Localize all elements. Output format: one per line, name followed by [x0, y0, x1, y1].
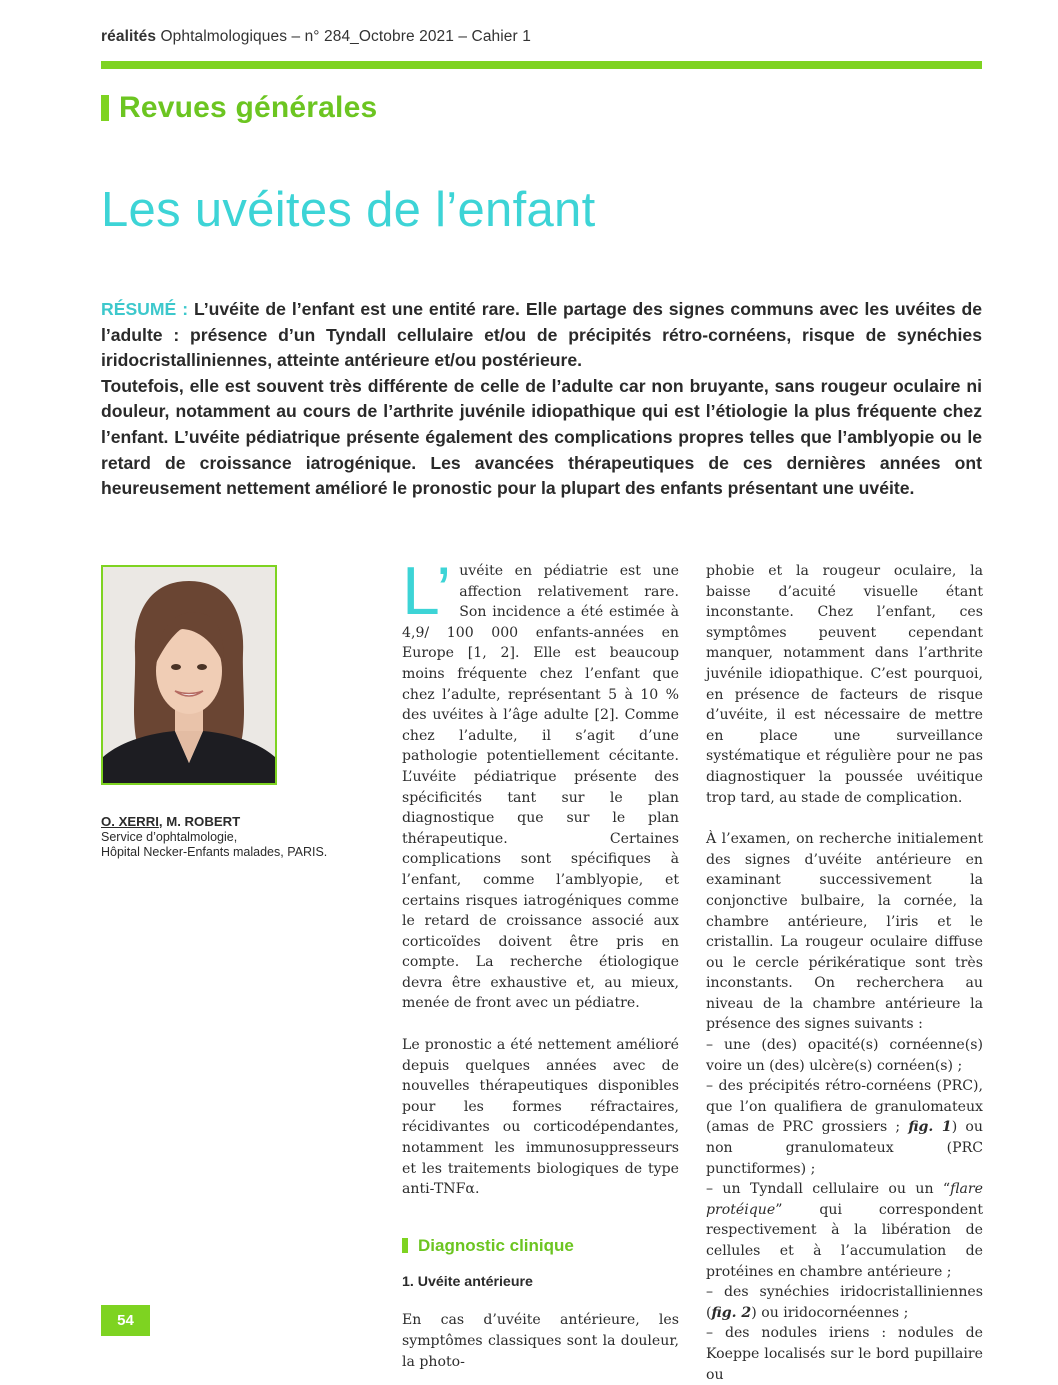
- subsection-heading: Diagnostic clinique: [402, 1234, 679, 1258]
- article-title: Les uvéites de l’enfant: [101, 183, 596, 237]
- header-rule: [101, 61, 982, 69]
- body-column-2: [706, 561, 983, 1385]
- journal-name: réalités: [101, 28, 157, 45]
- subsection-marker: [402, 1238, 408, 1253]
- page-number: 54: [101, 1305, 150, 1336]
- subsubsection-heading: 1. Uvéite antérieure: [402, 1273, 533, 1290]
- sign-item-3: – un Tyndall cellulaire ou un “flare protéique” qui correspondent respectivement à la libération de cellules et à l’accumulation de protéines en chambre antérieure ;: [706, 1181, 983, 1280]
- running-header: [101, 28, 531, 46]
- sign-item-4: – des synéchies iridocristalliniennes (fig. 2) ou iridocornéennes ;: [706, 1284, 983, 1321]
- abstract-para-2: Toutefois, elle est souvent très différente de celle de l’adulte car non bruyante, sans rougeur oculaire ni douleur, notamment au cours de l’arthrite juvénile idiopathique qui est l’étiologie la plus fréquente chez l’enfant. L’uvéite pédiatrique présente également des complications propres telles que l’amblyopie ou le retard de croissance iatrogénique. Les avancées thérapeutiques de ces dernières années ont heureusement nettement amélioré le pronostic pour la plupart des enfants présentant une uvéite.: [101, 375, 982, 499]
- affiliation-line-1: Service d’ophtalmologie,: [101, 829, 238, 844]
- sign-item-2: – des précipités rétro-cornéens (PRC), que l’on qualifiera de granulomateux (amas de PRC grossiers ; fig. 1) ou non granulomateux (PRC punctiformes) ;: [706, 1078, 983, 1177]
- drop-cap: L’: [402, 553, 452, 629]
- section-marker: [101, 95, 109, 121]
- figure-ref-1: fig. 1: [908, 1119, 952, 1136]
- figure-ref-2: fig. 2: [711, 1304, 752, 1321]
- sign-item-1: – une (des) opacité(s) cornéenne(s) voire un (des) ulcère(s) cornéen(s) ;: [706, 1037, 983, 1074]
- anterior-paragraph: En cas d’uvéite antérieure, les symptômes classiques sont la douleur, la photo-: [402, 1312, 679, 1370]
- abstract-para-1: RÉSUMÉ : L’uvéite de l’enfant est une entité rare. Elle partage des signes communs avec les uvéites de l’adulte : présence d’un Tyndall cellulaire et/ou de précipités rétro-cornéens, risque de synéchies iridocristalliniennes, atteinte antérieure et/ou postérieure.: [101, 299, 982, 371]
- section-label: Revues générales: [119, 91, 378, 124]
- portrait-image: [103, 567, 275, 783]
- affiliation-line-2: Hôpital Necker-Enfants malades, PARIS.: [101, 845, 328, 859]
- sign-item-5: – des nodules iriens : nodules de Koeppe localisés sur le bord pupillaire ou: [706, 1325, 983, 1383]
- abstract-label: RÉSUMÉ :: [101, 299, 189, 319]
- journal-issue: Ophtalmologiques – n° 284_Octobre 2021 – Cahier 1: [156, 28, 531, 45]
- first-author: O. XERRI: [101, 814, 159, 829]
- exam-paragraph: À l’examen, on recherche initialement des signes d’uvéite antérieure en examinant successivement la conjonctive bulbaire, la cornée, la chambre antérieure, l’iris et le cristallin. La rougeur oculaire diffuse ou le cercle périkératique sont très inconstants. On recherchera au niveau de la chambre antérieure la présence des signes suivants :: [706, 831, 983, 1033]
- intro-paragraph: L’ uvéite en pédiatrie est une affection relativement rare. Son incidence a été estimée à 4,9/ 100 000 enfants-années en Europe [1, 2]. Elle est beaucoup moins fréquente chez l’enfant que chez l’adulte, représentant 5 à 10 % des uvéites à l’âge adulte [2]. Comme chez l’adulte, il s’agit d’une pathologie potentiellement cécitante. L’uvéite pédiatrique présente des spécificités tant sur le plan diagnostique que sur le plan thérapeutique. Certaines complications sont spécifiques à l’enfant, comme l’amblyopie, et certains risques iatrogéniques comme le retard de croissance associé aux corticoïdes doivent être pris en compte. La recherche étiologique devra être exhaustive et, au mieux, menée de front avec un pédiatre.: [402, 553, 679, 1012]
- author-block: [101, 814, 361, 861]
- author-names: O. XERRI, M. ROBERT: [101, 814, 241, 829]
- abstract: [101, 297, 982, 502]
- author-photo: [101, 565, 277, 785]
- prognosis-paragraph: Le pronostic a été nettement amélioré depuis quelques années avec de nouvelles thérapeutiques disponibles pour les formes réfractaires, récidivantes ou corticodépendantes, notamment les immunosuppresseurs et les traitements biologiques de type anti-TNFα.: [402, 1037, 679, 1198]
- body-column-1: [402, 553, 679, 1372]
- section-heading: [101, 88, 377, 128]
- symptoms-paragraph: phobie et la rougeur oculaire, la baisse d’acuité visuelle étant inconstante. Chez l’enfant, ces symptômes peuvent cependant manquer, notamment dans l’arthrite juvénile idiopathique. C’est pourquoi, en présence de facteurs de risque d’uvéite, il est nécessaire de mettre en place une surveillance systématique et régulière pour ne pas diagnostiquer la poussée uvéitique trop tard, au stade de complication.: [706, 563, 983, 806]
